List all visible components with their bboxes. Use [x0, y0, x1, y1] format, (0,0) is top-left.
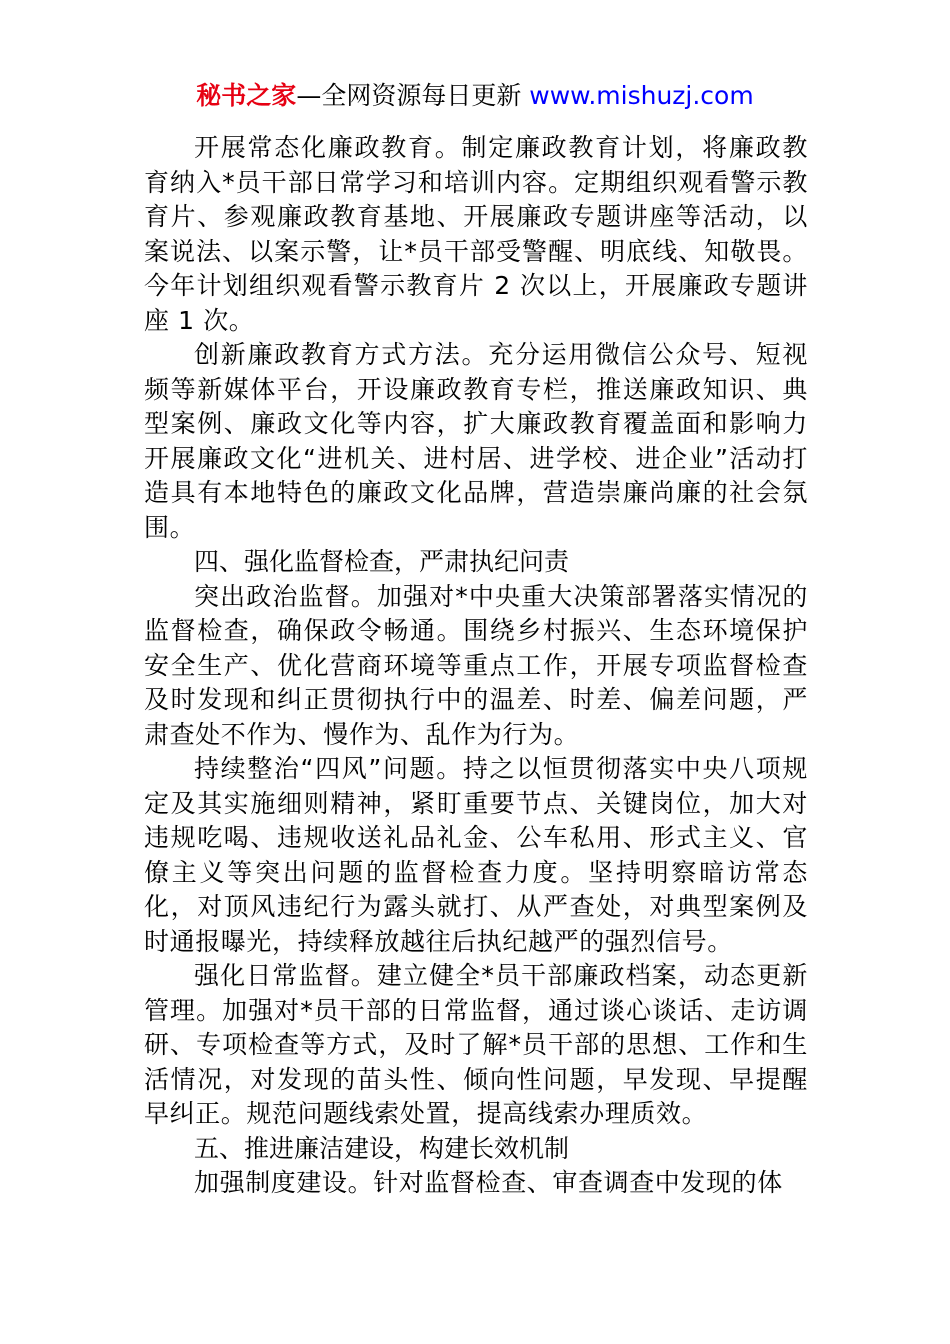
- section-heading: 五、推进廉洁建设，构建长效机制: [194, 1133, 570, 1163]
- brand-name: 秘书之家: [196, 81, 297, 110]
- paragraph: 突出政治监督。加强对*中央重大决策部署落实情况的监督检查，确保政令畅通。围绕乡村振兴、生态环境保护安全生产、优化营商环境等重点工作，开展专项监督检查及时发现和纠正贯彻执行中的温差、时差、偏差问题，严肃查处不作为、慢作为、乱作为行为。: [144, 581, 808, 749]
- page-header: [0, 78, 950, 114]
- paragraph: 加强制度建设。针对监督检查、审查调查中发现的体: [194, 1168, 783, 1197]
- paragraph: 开展常态化廉政教育。制定廉政教育计划，将廉政教育纳入*员干部日常学习和培训内容。定期组织观看警示教育片、参观廉政教育基地、开展廉政专题讲座等活动，以案说法、以案示警，让*员干部受警醒、明底线、知敬畏。今年计划组织观看警示教育片 2 次以上，开展廉政专题讲座 1 次。: [144, 133, 808, 335]
- document-body: [144, 131, 808, 1201]
- paragraph: 持续整治“四风”问题。持之以恒贯彻落实中央八项规定及其实施细则精神，紧盯重要节点、关键岗位，加大对违规吃喝、违规收送礼品礼金、公车私用、形式主义、官僚主义等突出问题的监督检查力度。坚持明察暗访常态化，对顶风违纪行为露头就打、从严查处，对典型案例及时通报曝光，持续释放越往后执纪越严的强烈信号。: [144, 754, 808, 956]
- section-heading: 四、强化监督检查，严肃执纪问责: [194, 547, 570, 576]
- site-url: www.mishuzj.com: [529, 81, 754, 110]
- paragraph: 强化日常监督。建立健全*员干部廉政档案，动态更新管理。加强对*员干部的日常监督，通过谈心谈话、走访调研、专项检查等方式，及时了解*员干部的思想、工作和生活情况，对发现的苗头性、倾向性问题，早发现、早提醒早纠正。规范问题线索处置，提高线索办理质效。: [144, 961, 808, 1128]
- header-tagline: —全网资源每日更新: [296, 81, 522, 110]
- paragraph: 创新廉政教育方式方法。充分运用微信公众号、短视频等新媒体平台，开设廉政教育专栏，推送廉政知识、典型案例、廉政文化等内容，扩大廉政教育覆盖面和影响力开展廉政文化“进机关、进村居、进学校、进企业”活动打造具有本地特色的廉政文化品牌，营造崇廉尚廉的社会氛围。: [144, 340, 808, 542]
